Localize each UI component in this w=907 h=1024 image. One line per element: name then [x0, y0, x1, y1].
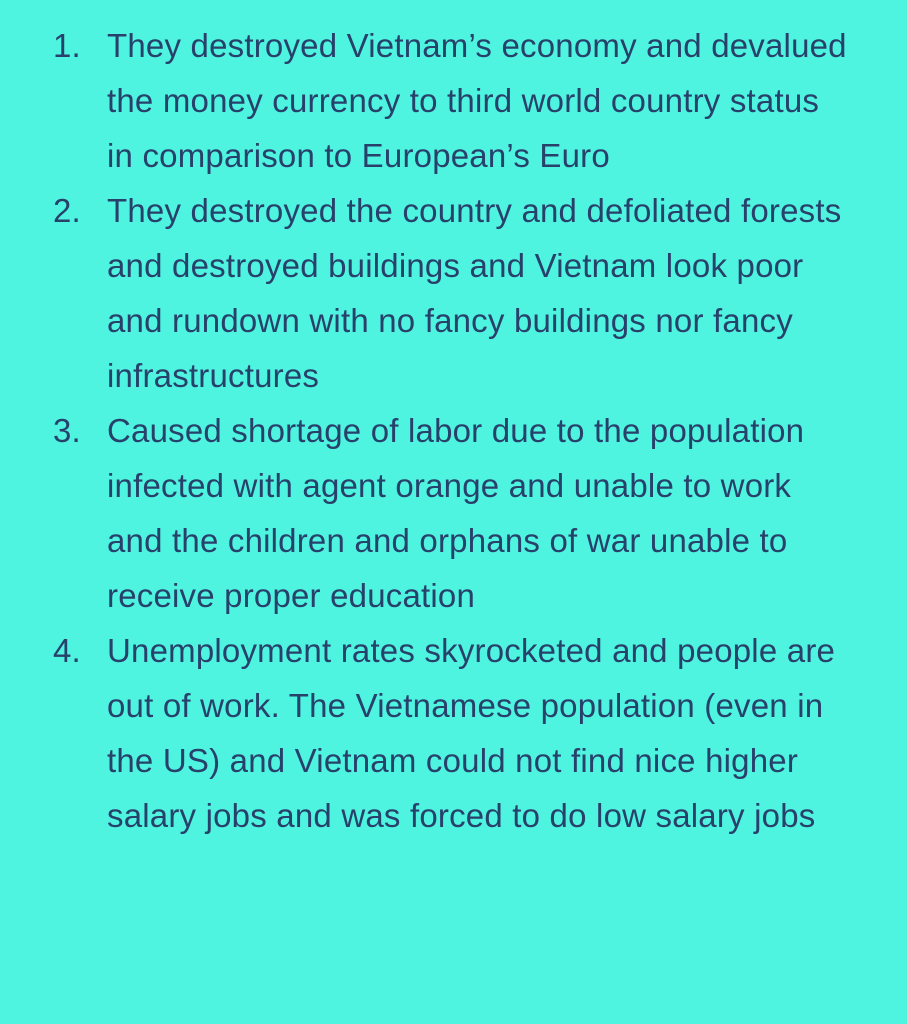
list-item-3: [0, 403, 907, 623]
list-item-4: [0, 623, 907, 843]
list-item-1: [0, 18, 907, 183]
list-item-text: They destroyed the country and defoliated forests and destroyed buildings and Vietnam look poor and rundown with no fancy buildings nor fancy infrastructures: [107, 192, 842, 394]
list-number: 1.: [53, 27, 81, 64]
list-number: 4.: [53, 632, 81, 669]
list-number: 3.: [53, 412, 81, 449]
list-item-text: Unemployment rates skyrocketed and people are out of work. The Vietnamese population (even in the US) and Vietnam could not find nice higher salary jobs and was forced to do low salary jobs: [107, 632, 836, 834]
list-number: 2.: [53, 192, 81, 229]
list-item-text: They destroyed Vietnam’s economy and devalued the money currency to third world country status in comparison to European’s Euro: [107, 27, 847, 174]
list-item-text: Caused shortage of labor due to the population infected with agent orange and unable to work and the children and orphans of war unable to receive proper education: [107, 412, 805, 614]
list-item-2: [0, 183, 907, 403]
numbered-list: [0, 18, 907, 843]
